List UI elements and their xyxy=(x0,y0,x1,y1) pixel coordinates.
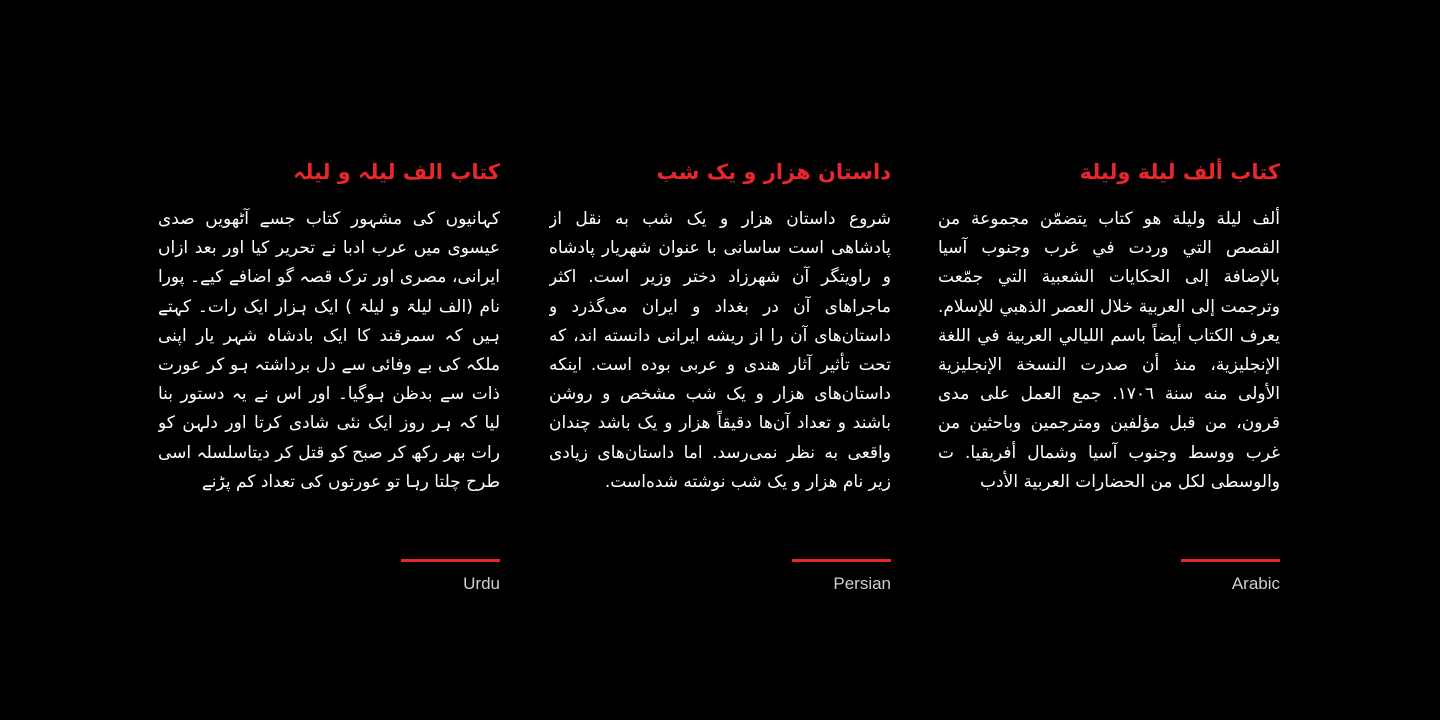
urdu-body-text: کہانیوں کی مشہور کتاب جسے آٹھویں صدی عیسوی میں عرب ادبا نے تحریر کیا اور بعد ازاں ایرانی، مصری اور ترک قصہ گو اضافے کیے۔ پورا نام (الف لیلۃ و لیلۃ ) ایک ہزار ایک رات۔ کہتے ہیں کہ سمرقند کا ایک بادشاہ شہر یار اپنی ملکہ کی بے وفائی سے دل برداشتہ ہو کر عورت ذات سے بدظن ہوگیا۔ اور اس نے یہ دستور بنا لیا کہ ہر روز ایک نئی شادی کرتا اور دلہن کو رات بھر رکھ کر صبح کو قتل کر دیتاسلسلہ اسی طرح چلتا رہا تو عورتوں کی تعداد کم پڑنے xyxy=(158,209,500,492)
arabic-body-text: ألف ليلة وليلة هو كتاب يتضمّن مجموعة من القصص التي وردت في غرب وجنوب آسيا بالإضافة إلى الحكايات الشعبية التي جمّعت وترجمت إلى العربية خلال العصر الذهبي للإسلام. يعرف الكتاب أيضاً باسم الليالي العربية في اللغة الإنجليزية، منذ أن صدرت النسخة الإنجليزية الأولى منه سنة ١٧٠٦. جمع العمل على مدى قرون، من قبل مؤلفين ومترجمين وباحثين من غرب ووسط وجنوب آسيا وشمال أفريقيا. ت والوسطى لكل من الحضارات العربية الأدب xyxy=(938,209,1280,492)
arabic-title: كتاب ألف ليلة وليلة xyxy=(1079,160,1280,184)
arabic-accent-rule xyxy=(1181,559,1280,562)
persian-accent-rule xyxy=(792,559,891,562)
urdu-title: کتاب الف لیلہ و لیلہ xyxy=(293,160,500,184)
persian-title: داستان هزار و یک شب xyxy=(656,160,891,184)
arabic-language-label: Arabic xyxy=(1231,574,1280,593)
urdu-accent-rule xyxy=(401,559,500,562)
urdu-column xyxy=(158,155,500,593)
arabic-column xyxy=(938,155,1280,593)
persian-body-text: شروع داستان هزار و یک شب به نقل از پادشاهی است ساسانی با عنوان شهریار پادشاه و راویتگر آن شهرزاد دختر وزیر است. اکثر ماجراهای آن در بغداد و ایران می‌گذرد و داستان‌های آن را از ریشه ایرانی دانسته اند، که تحت تأثیر آثار هندی و عربی بوده است. اینکه داستان‌های هزار و یک شب مشخص و روشن باشند و تعداد آن‌ها دقیقاً هزار و یک باشد چندان واقعی به نظر نمی‌رسد. اما داستان‌های زیادی زیر نام هزار و یک شب نوشته شده‌است. xyxy=(549,209,891,492)
persian-column xyxy=(549,155,891,593)
persian-language-label: Persian xyxy=(833,574,891,593)
urdu-language-label: Urdu xyxy=(463,574,500,593)
